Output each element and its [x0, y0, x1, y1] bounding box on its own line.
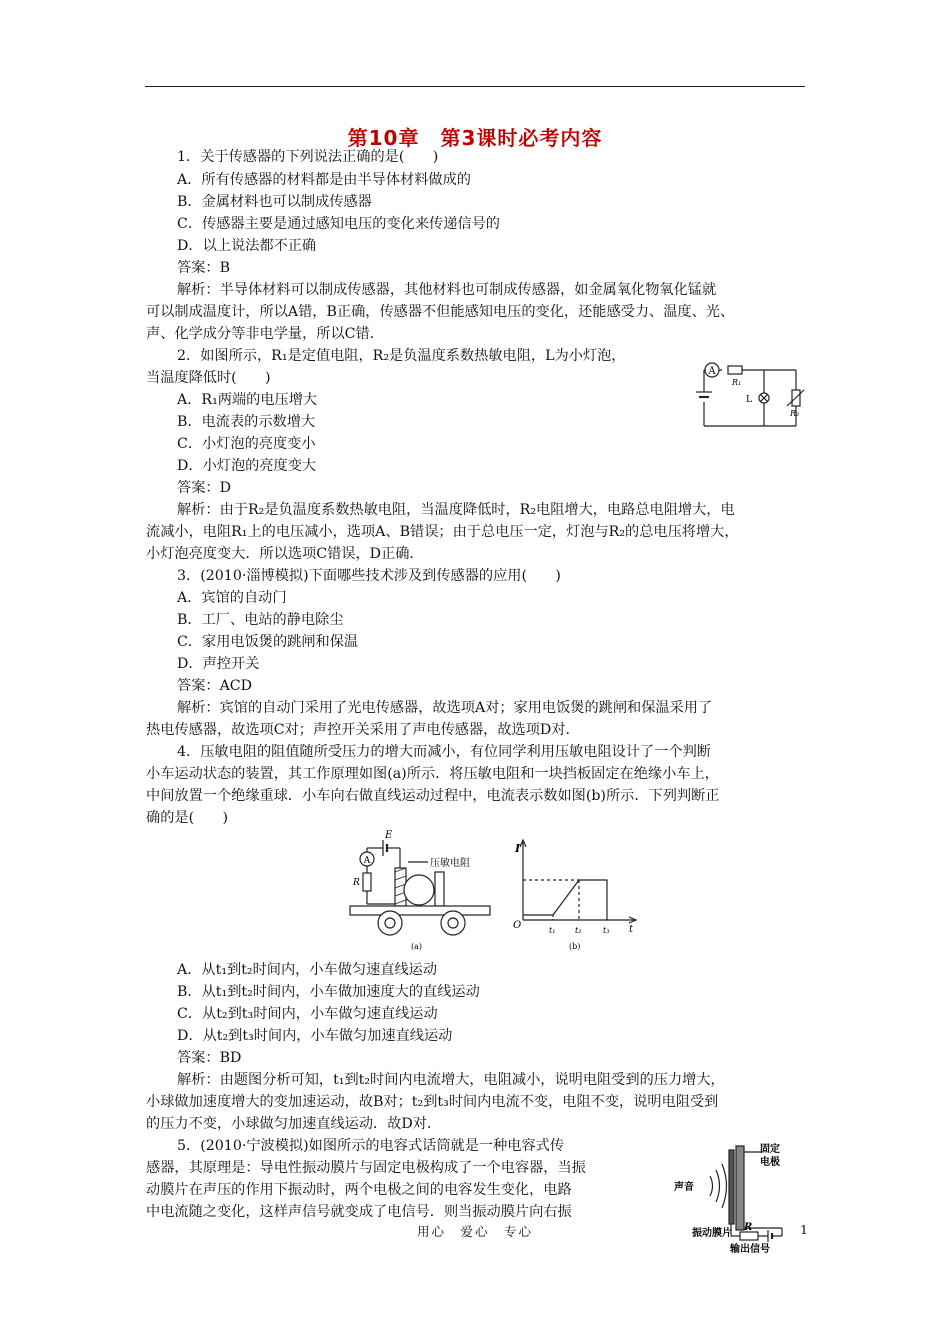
- option-1b: B．金属材料也可以制成传感器: [177, 194, 372, 210]
- caption-b: (b): [569, 942, 581, 951]
- sound-label: 声音: [674, 1182, 694, 1193]
- question-2-line: 当温度降低时( ): [146, 370, 271, 386]
- analysis-3: 解析：宾馆的自动门采用了光电传感器，故选项A对；家用电饭煲的跳闸和保温采用了: [177, 700, 713, 716]
- analysis-2: 解析：由于R₂是负温度系数热敏电阻，当温度降低时，R₂电阻增大，电路总电阻增大，电: [177, 502, 735, 518]
- r1-label: R₁: [732, 378, 742, 387]
- t3-label: t₃: [603, 926, 610, 935]
- option-3b: B．工厂、电站的静电除尘: [177, 612, 344, 628]
- answer-4: 答案：BD: [177, 1050, 242, 1066]
- x-axis-label: t: [629, 924, 634, 935]
- question-4-line: 小车运动状态的装置，其工作原理如图(a)所示．将压敏电阻和一块挡板固定在绝缘小车上，: [146, 766, 719, 782]
- option-4d: D．从t₂到t₃时间内，小车做匀加速直线运动: [177, 1028, 453, 1044]
- analysis-1-line: 可以制成温度计，所以A错，B正确，传感器不但能感知电压的变化，还能感受力、温度、光、: [146, 304, 735, 320]
- pressure-sensor-label: 压敏电阻: [430, 858, 470, 869]
- answer-2: 答案：D: [177, 480, 231, 496]
- fixed-electrode-label-2: 电极: [760, 1157, 780, 1168]
- option-3c: C．家用电饭煲的跳闸和保温: [177, 634, 359, 650]
- caption-a: (a): [411, 942, 423, 951]
- ammeter-label: A: [363, 856, 371, 866]
- question-4: 4．压敏电阻的阻值随所受压力的增大而减小，有位同学利用压敏电阻设计了一个判断: [177, 744, 711, 760]
- page-footer: 用心 爱心 专心: [416, 1224, 533, 1239]
- resistor-label: R: [744, 1222, 753, 1233]
- t1-label: t₁: [549, 926, 556, 935]
- option-2a: A．R₁两端的电压增大: [177, 392, 318, 408]
- t2-label: t₂: [575, 926, 582, 935]
- y-axis-label: I: [515, 842, 521, 855]
- answer-3: 答案：ACD: [177, 678, 253, 694]
- output-signal-label: 输出信号: [730, 1244, 770, 1255]
- r2-label: R₂: [790, 409, 800, 418]
- question-4-line: 确的是( ): [146, 810, 229, 826]
- analysis-1-line: 声、化学成分等非电学量，所以C错．: [146, 326, 384, 342]
- option-2b: B．电流表的示数增大: [177, 414, 316, 430]
- question-2: 2．如图所示，R₁是定值电阻，R₂是负温度系数热敏电阻，L为小灯泡，: [177, 348, 626, 364]
- analysis-3-line: 热电传感器，故选项C对；声控开关采用了声电传感器，故选项D对．: [146, 722, 580, 738]
- option-4a: A．从t₁到t₂时间内，小车做匀速直线运动: [177, 962, 438, 978]
- analysis-4-line: 的压力不变，小球做匀加速直线运动．故D对．: [146, 1116, 442, 1132]
- question-1: 1．关于传感器的下列说法正确的是( ): [177, 149, 439, 165]
- figure-q4: [345, 828, 645, 953]
- analysis-4-line: 小球做加速度增大的变加速运动，故B对；t₂到t₃时间内电流不变，电阻不变，说明电阻受到: [146, 1094, 719, 1110]
- option-3d: D．声控开关: [177, 656, 260, 672]
- origin-label: O: [513, 920, 522, 931]
- option-1d: D．以上说法都不正确: [177, 238, 317, 254]
- analysis-2-line: 小灯泡亮度变大．所以选项C错误，D正确．: [146, 546, 424, 562]
- analysis-4: 解析：由题图分析可知，t₁到t₂时间内电流增大，电阻减小，说明电阻受到的压力增大，: [177, 1072, 725, 1088]
- membrane-label: 振动膜片: [692, 1228, 732, 1239]
- lamp-label: L: [746, 395, 752, 405]
- resistor-label: R: [353, 878, 360, 888]
- fixed-electrode-label: 固定: [760, 1144, 780, 1155]
- question-5-line: 中电流随之变化，这样声信号就变成了电信号．则当振动膜片向右振: [146, 1204, 572, 1220]
- answer-1: 答案：B: [177, 260, 230, 276]
- option-4b: B．从t₁到t₂时间内，小车做加速度大的直线运动: [177, 984, 480, 1000]
- ammeter-label: A: [708, 366, 716, 377]
- option-2c: C．小灯泡的亮度变小: [177, 436, 316, 452]
- page-title: 第10章 第3课时必考内容: [347, 126, 603, 150]
- option-1a: A．所有传感器的材料都是由半导体材料做成的: [177, 172, 471, 188]
- question-5: 5．(2010·宁波模拟)如图所示的电容式话筒就是一种电容式传: [177, 1138, 565, 1154]
- analysis-1: 解析：半导体材料可以制成传感器，其他材料也可制成传感器，如金属氧化物氧化锰就: [177, 282, 717, 298]
- option-1c: C．传感器主要是通过感知电压的变化来传递信号的: [177, 216, 500, 232]
- option-3a: A．宾馆的自动门: [177, 590, 287, 606]
- question-3: 3．(2010·淄博模拟)下面哪些技术涉及到传感器的应用( ): [177, 568, 561, 584]
- option-4c: C．从t₂到t₃时间内，小车做匀速直线运动: [177, 1006, 438, 1022]
- header-rule: [145, 86, 805, 87]
- option-2d: D．小灯泡的亮度变大: [177, 458, 317, 474]
- page-number: 1: [800, 1222, 808, 1237]
- circuit-diagram-q2: [684, 360, 808, 434]
- battery-label: E: [385, 830, 393, 841]
- question-5-line: 动膜片在声压的作用下振动时，两个电极之间的电容发生变化，电路: [146, 1182, 572, 1198]
- question-5-line: 感器，其原理是：导电性振动膜片与固定电极构成了一个电容器，当振: [146, 1160, 586, 1176]
- question-4-line: 中间放置一个绝缘重球．小车向右做直线运动过程中，电流表示数如图(b)所示．下列判断正: [146, 788, 720, 804]
- analysis-2-line: 流减小，电阻R₁上的电压减小，选项A、B错误；由于总电压一定，灯泡与R₂的总电压将增大，: [146, 524, 739, 540]
